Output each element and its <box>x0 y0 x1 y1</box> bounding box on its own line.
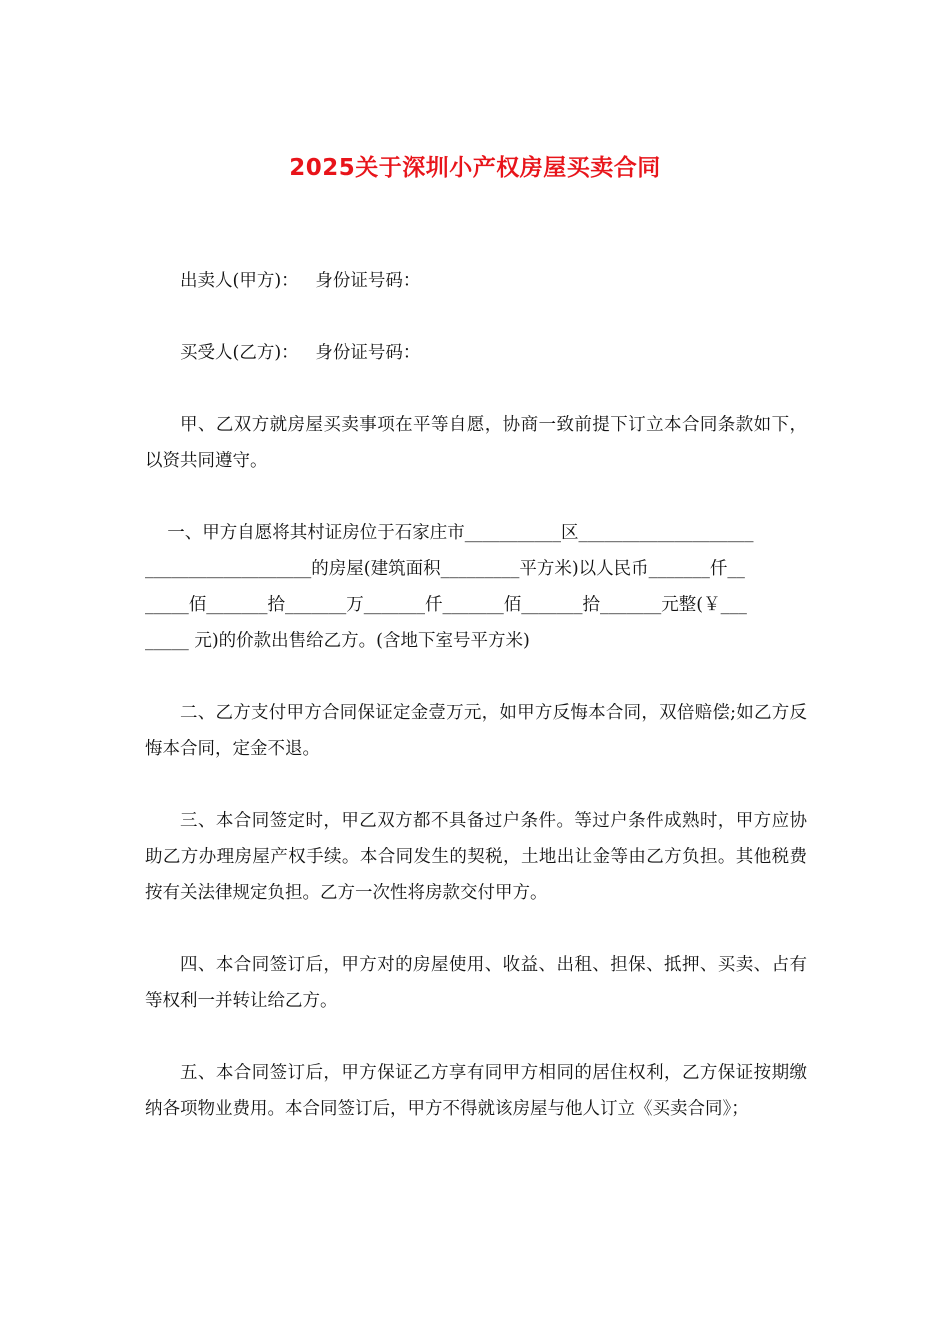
clause-2-paragraph: 二、乙方支付甲方合同保证定金壹万元，如甲方反悔本合同，双倍赔偿;如乙方反悔本合同，定金不退。 <box>145 703 807 759</box>
clause-1-line: _____佰_______拾_______万_______仟_______佰_______拾_______元整(￥___ <box>145 595 747 615</box>
clause-1-line: _____ 元)的价款出售给乙方。(含地下室号平方米) <box>145 631 530 651</box>
clause-5-paragraph: 五、本合同签订后，甲方保证乙方享有同甲方相同的居住权利，乙方保证按期缴纳各项物业费用。本合同签订后，甲方不得就该房屋与他人订立《买卖合同》； <box>145 1063 807 1119</box>
document-body <box>145 263 807 1163</box>
clause-4-paragraph: 四、本合同签订后，甲方对的房屋使用、收益、出租、担保、抵押、买卖、占有等权利一并转让给乙方。 <box>145 955 807 1011</box>
seller-line: 出卖人(甲方)： 身份证号码： <box>180 271 421 291</box>
document-title: 2025关于深圳小产权房屋买卖合同 <box>289 155 661 181</box>
clause-1-line: ___________________的房屋(建筑面积_________平方米)以人民币_______仟__ <box>145 559 745 579</box>
clause-1-paragraph <box>145 515 807 659</box>
clause-1-line: 一、甲方自愿将其村证房位于石家庄市___________区____________________ <box>145 523 754 543</box>
intro-paragraph: 甲、乙双方就房屋买卖事项在平等自愿，协商一致前提下订立本合同条款如下，以资共同遵守。 <box>145 415 807 471</box>
buyer-line: 买受人(乙方)： 身份证号码： <box>180 343 421 363</box>
clause-3-paragraph: 三、本合同签定时，甲乙双方都不具备过户条件。等过户条件成熟时，甲方应协助乙方办理房屋产权手续。本合同发生的契税，土地出让金等由乙方负担。其他税费按有关法律规定负担。乙方一次性将房款交付甲方。 <box>145 811 807 903</box>
